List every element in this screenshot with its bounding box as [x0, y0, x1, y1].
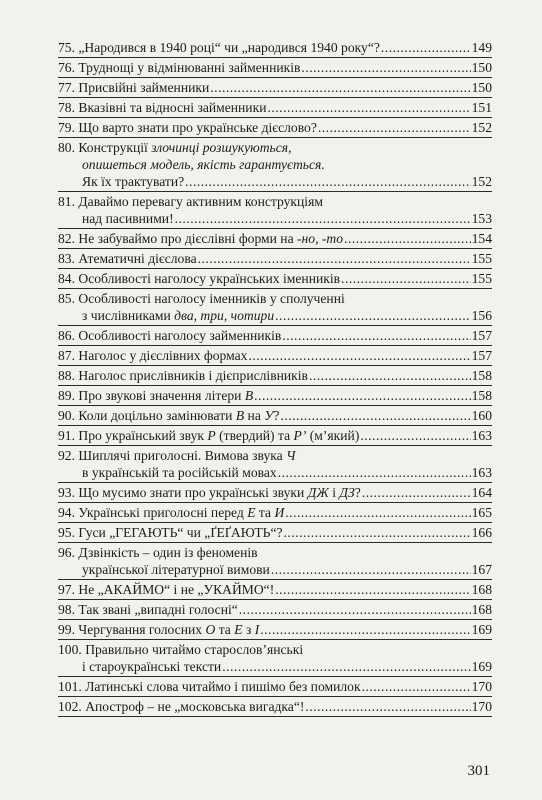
entry-text: 95. Гуси „ГЕГАЮТЬ“ чи „ҐЕҐАЮТЬ“? — [58, 525, 283, 540]
entry-title — [58, 678, 361, 695]
entry-line — [58, 99, 492, 116]
dot-leader — [344, 230, 471, 247]
entry-text: Е — [234, 622, 243, 637]
entry-text: 102. Апостроф – не „московська вигадка“! — [58, 699, 305, 714]
dot-leader — [309, 367, 471, 384]
entry-line — [58, 230, 492, 247]
entry-text: 91. Про український звук — [58, 428, 208, 443]
entry-line — [58, 407, 492, 424]
dot-leader — [285, 504, 470, 521]
toc-entry[interactable] — [58, 426, 492, 446]
entry-line — [58, 210, 492, 227]
entry-text: (твердий) та — [215, 428, 294, 443]
dot-leader — [381, 39, 471, 56]
entry-title — [58, 347, 247, 364]
entry-text: та — [215, 622, 235, 637]
entry-line — [58, 447, 492, 464]
entry-page-number: 152 — [471, 120, 492, 135]
entry-page-number: 163 — [471, 465, 492, 480]
entry-text: 76. Труднощі у відмінюванні займенників — [58, 60, 301, 75]
entry-page-number: 151 — [471, 100, 492, 115]
toc-entry[interactable] — [58, 58, 492, 78]
entry-line — [58, 347, 492, 364]
dot-leader — [260, 621, 470, 638]
entry-text: 88. Наголос прислівників і дієприслівників — [58, 368, 308, 383]
entry-page-number: 153 — [471, 211, 492, 226]
entry-title — [58, 504, 284, 521]
entry-text: української літературної вимови — [82, 562, 270, 577]
toc-entry[interactable] — [58, 600, 492, 620]
entry-line — [58, 524, 492, 541]
entry-title — [58, 642, 303, 657]
dot-leader — [301, 59, 470, 76]
entry-text: на — [244, 408, 265, 423]
entry-text: 80. Конструкції — [58, 140, 152, 155]
entry-line — [58, 581, 492, 598]
entry-title — [58, 545, 258, 560]
entry-text: 87. Наголос у дієслівних формах — [58, 348, 248, 363]
entry-text: з — [242, 622, 255, 637]
entry-page-number: 163 — [471, 428, 492, 443]
entry-page-number: 157 — [471, 328, 492, 343]
dot-leader — [282, 327, 470, 344]
entry-text: Р — [207, 428, 216, 443]
entry-text: 98. Так звані „випадні голосні“ — [58, 602, 238, 617]
entry-text: 79. Що варто знати про українське дієслово? — [58, 120, 317, 135]
dot-leader — [271, 561, 471, 578]
dot-leader — [318, 119, 471, 136]
entry-line — [58, 641, 492, 658]
dot-leader — [341, 270, 471, 287]
entry-text: 81. Даваймо перевагу активним конструкціям — [58, 194, 323, 209]
dot-leader — [185, 173, 470, 190]
entry-title — [58, 484, 361, 501]
entry-line — [58, 156, 492, 173]
entry-page-number: 150 — [471, 80, 492, 95]
toc-entry[interactable] — [58, 269, 492, 289]
dot-leader — [362, 484, 471, 501]
entry-text: ДЖ — [307, 485, 329, 500]
entry-title — [82, 157, 325, 172]
entry-text: 85. Особливості наголосу іменників у сполученні — [58, 291, 345, 306]
table-of-contents — [58, 38, 492, 717]
entry-page-number: 164 — [471, 485, 492, 500]
entry-line — [58, 59, 492, 76]
entry-text: і староукраїнські тексти — [82, 659, 222, 674]
entry-line — [58, 387, 492, 404]
entry-page-number: 157 — [471, 348, 492, 363]
entry-text: Е — [247, 505, 256, 520]
entry-page-number: 149 — [471, 40, 492, 55]
entry-title — [58, 448, 295, 463]
entry-text: 89. Про звукові значення літери — [58, 388, 245, 403]
toc-entry[interactable] — [58, 677, 492, 697]
entry-page-number: 152 — [471, 174, 492, 189]
dot-leader — [239, 601, 471, 618]
entry-title — [82, 658, 221, 675]
toc-entry[interactable] — [58, 192, 492, 229]
entry-text: В — [235, 408, 245, 423]
entry-text: злочинці розшукуються, — [151, 140, 292, 155]
entry-line — [58, 270, 492, 287]
entry-text: 78. Вказівні та відносні займенники — [58, 100, 267, 115]
entry-title — [58, 59, 300, 76]
dot-leader — [275, 307, 470, 324]
entry-line — [58, 464, 492, 481]
entry-title — [58, 387, 253, 404]
entry-text: 77. Присвійні займенники — [58, 80, 210, 95]
entry-line — [58, 193, 492, 210]
entry-line — [58, 698, 492, 715]
entry-title — [58, 601, 238, 618]
entry-text: два, три, чотири — [174, 308, 275, 323]
entry-title — [82, 307, 274, 324]
toc-entry[interactable] — [58, 483, 492, 503]
entry-title — [82, 210, 174, 227]
entry-text: та — [255, 505, 275, 520]
dot-leader — [248, 347, 470, 364]
entry-page-number: 154 — [471, 231, 492, 246]
entry-line — [58, 367, 492, 384]
dot-leader — [275, 581, 470, 598]
toc-entry[interactable] — [58, 697, 492, 717]
entry-title — [58, 230, 343, 247]
entry-page-number: 155 — [471, 271, 492, 286]
dot-leader — [362, 678, 471, 695]
dot-leader — [267, 99, 470, 116]
entry-text: над пасивними! — [82, 211, 174, 226]
toc-entry[interactable] — [58, 406, 492, 426]
entry-line — [58, 504, 492, 521]
entry-text: Рʼ — [293, 428, 307, 443]
toc-entry[interactable] — [58, 289, 492, 326]
entry-page-number: 168 — [471, 602, 492, 617]
dot-leader — [175, 210, 471, 227]
entry-text: з числівниками — [82, 308, 175, 323]
entry-line — [58, 544, 492, 561]
entry-line — [58, 307, 492, 324]
toc-entry[interactable] — [58, 229, 492, 249]
entry-text: 97. Не „АКАЙМО“ і не „УКАЙМО“! — [58, 582, 275, 597]
entry-text: 84. Особливості наголосу українських іменників — [58, 271, 341, 286]
entry-line — [58, 658, 492, 675]
dot-leader — [360, 427, 470, 444]
entry-page-number: 169 — [471, 622, 492, 637]
entry-title — [58, 621, 259, 638]
entry-line — [58, 678, 492, 695]
toc-entry[interactable] — [58, 326, 492, 346]
entry-page-number: 165 — [471, 505, 492, 520]
entry-page-number: 170 — [471, 699, 492, 714]
toc-entry[interactable] — [58, 386, 492, 406]
entry-text: 101. Латинські слова читаймо і пишімо без помилок — [58, 679, 361, 694]
entry-line — [58, 427, 492, 444]
entry-page-number: 168 — [471, 582, 492, 597]
entry-title — [58, 581, 274, 598]
entry-text: Як їх трактувати? — [82, 174, 185, 189]
dot-leader — [278, 464, 471, 481]
entry-text: 82. Не забуваймо про дієслівні форми на — [58, 231, 298, 246]
entry-page-number: 167 — [471, 562, 492, 577]
toc-entry[interactable] — [58, 580, 492, 600]
toc-entry[interactable] — [58, 446, 492, 483]
entry-page-number: 150 — [471, 60, 492, 75]
entry-title — [82, 464, 277, 481]
entry-text: И — [274, 505, 285, 520]
toc-entry[interactable] — [58, 620, 492, 640]
entry-text: ? — [273, 408, 280, 423]
entry-text: і — [328, 485, 340, 500]
entry-text: 99. Чергування голосних — [58, 622, 206, 637]
entry-title — [58, 140, 292, 155]
dot-leader — [222, 658, 470, 675]
entry-line — [58, 561, 492, 578]
dot-leader — [254, 387, 470, 404]
entry-title — [58, 367, 308, 384]
dot-leader — [198, 250, 471, 267]
entry-page-number: 169 — [471, 659, 492, 674]
entry-page-number: 156 — [471, 308, 492, 323]
entry-line — [58, 484, 492, 501]
entry-text: В — [244, 388, 254, 403]
entry-line — [58, 601, 492, 618]
toc-entry[interactable] — [58, 543, 492, 580]
entry-title — [58, 524, 283, 541]
entry-text: опишеться модель, якість гарантується. — [82, 157, 325, 172]
entry-title — [58, 427, 359, 444]
dot-leader — [305, 698, 470, 715]
entry-text: 100. Правильно читаймо старослов’янські — [58, 642, 304, 657]
entry-title — [58, 119, 317, 136]
entry-text: 94. Українські приголосні перед — [58, 505, 248, 520]
entry-text: -но, -то — [297, 231, 344, 246]
entry-text: 92. Шиплячі приголосні. Вимова звука — [58, 448, 287, 463]
entry-line — [58, 39, 492, 56]
entry-line — [58, 250, 492, 267]
entry-title — [58, 194, 323, 209]
toc-entry[interactable] — [58, 118, 492, 138]
entry-line — [58, 139, 492, 156]
page-number: 301 — [467, 763, 490, 779]
entry-text: 83. Атематичні дієслова — [58, 251, 197, 266]
dot-leader — [210, 79, 470, 96]
entry-title — [58, 327, 281, 344]
entry-title — [58, 250, 197, 267]
toc-entry[interactable] — [58, 138, 492, 192]
entry-text: 96. Дзвінкість – один із феноменів — [58, 545, 258, 560]
entry-title — [58, 270, 340, 287]
entry-text: 90. Коли доцільно замінювати — [58, 408, 236, 423]
dot-leader — [284, 524, 471, 541]
toc-entry[interactable] — [58, 249, 492, 269]
entry-title — [82, 561, 270, 578]
toc-entry[interactable] — [58, 366, 492, 386]
toc-entry[interactable] — [58, 503, 492, 523]
entry-title — [58, 99, 266, 116]
entry-page-number: 170 — [471, 679, 492, 694]
entry-title — [82, 173, 184, 190]
entry-text: І — [254, 622, 260, 637]
entry-line — [58, 290, 492, 307]
entry-page-number: 160 — [471, 408, 492, 423]
entry-text: У — [264, 408, 274, 423]
toc-entry[interactable] — [58, 523, 492, 543]
entry-page-number: 166 — [471, 525, 492, 540]
toc-entry[interactable] — [58, 78, 492, 98]
entry-page-number: 155 — [471, 251, 492, 266]
entry-text: 86. Особливості наголосу займенників — [58, 328, 282, 343]
toc-entry[interactable] — [58, 346, 492, 366]
toc-entry[interactable] — [58, 98, 492, 118]
entry-title — [58, 291, 345, 306]
entry-title — [58, 698, 304, 715]
toc-entry[interactable] — [58, 640, 492, 677]
entry-text: ДЗ — [339, 485, 355, 500]
entry-text: Ч — [286, 448, 296, 463]
dot-leader — [280, 407, 470, 424]
entry-line — [58, 621, 492, 638]
entry-page-number: 158 — [471, 388, 492, 403]
entry-text: 75. „Народився в 1940 році“ чи „народився 1940 року“? — [58, 40, 380, 55]
entry-text: (м’який) — [306, 428, 360, 443]
entry-title — [58, 79, 209, 96]
entry-line — [58, 327, 492, 344]
entry-text: 93. Що мусимо знати про українські звуки — [58, 485, 308, 500]
entry-line — [58, 173, 492, 190]
entry-text: в українській та російській мовах — [82, 465, 277, 480]
entry-line — [58, 79, 492, 96]
entry-line — [58, 119, 492, 136]
entry-title — [58, 407, 279, 424]
entry-text: О — [205, 622, 216, 637]
entry-page-number: 158 — [471, 368, 492, 383]
entry-text: ? — [354, 485, 361, 500]
entry-title — [58, 39, 380, 56]
toc-entry[interactable] — [58, 38, 492, 58]
